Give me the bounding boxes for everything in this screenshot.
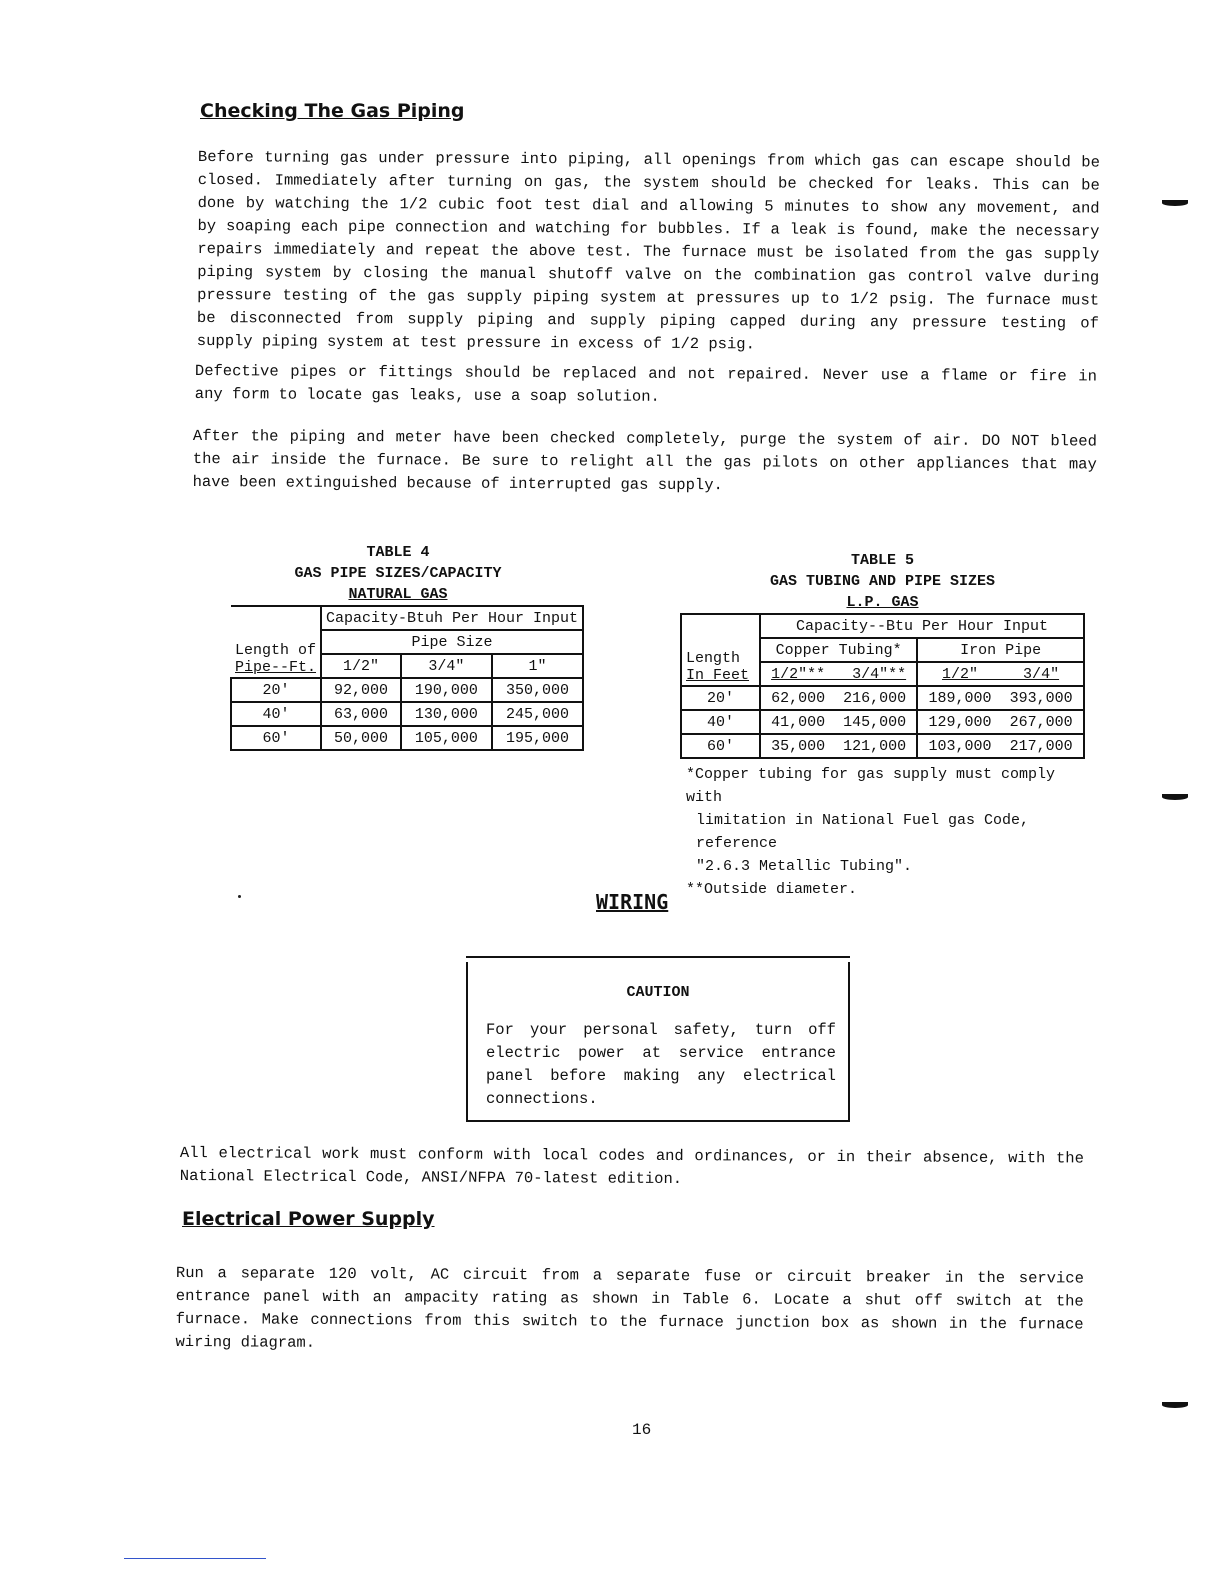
table4-block [230,542,579,751]
table5-iron-sizes: 1/2" 3/4" [917,662,1084,686]
page-number: 16 [632,1421,652,1439]
table-row: 60' 50,000 105,000 195,000 [231,726,583,750]
table4-grid [230,605,584,751]
section-heading-gas-piping: Checking The Gas Piping [200,100,465,122]
table-row: 40' 63,000 130,000 245,000 [231,702,583,726]
table-row: 40' 41,000 145,000 129,000 267,000 [681,710,1084,734]
bottom-rule [124,1558,266,1559]
caution-text: For your personal safety, turn off electric power at service entrance panel before making any electrical connections. [486,1021,836,1108]
table5-grid [680,613,1085,759]
table4-caption-number: TABLE 4 [366,544,430,561]
table4-col-size: 1/2" [321,654,401,678]
table5-copper-sizes: 1/2"** 3/4"** [760,662,917,686]
section-heading-wiring: WIRING [596,890,669,914]
caution-box-top-rule [466,956,850,958]
table4-caption-title: GAS PIPE SIZES/CAPACITY [294,565,502,582]
paragraph-gas-piping-check: Before turning gas under pressure into piping, all openings from which gas can escape should be closed. Immediately after turning on gas, the system should be checked for leaks. This can be done by watching the 1/2 cubic foot test dial and allowing 5 minutes to show any movement, and by soaping each pipe connection and watching for bubbles. If a leak is found, make the necessary repairs immediately and repeat the above test. The furnace must be isolated from the gas supply piping system by closing the manual shutoff valve on the combination gas control valve during pressure testing of the gas supply piping system at pressures up to 1/2 psig. The furnace must be disconnected from supply piping and supply piping capped during any pressure testing of supply piping system at test pressure in excess of 1/2 psig. [196,147,1100,354]
table4-header-length: Length of Pipe--Ft. [231,606,321,678]
table-row: 20' 62,000 216,000 189,000 393,000 [681,686,1084,710]
paragraph-defective-pipes: Defective pipes or fittings should be replaced and not repaired. Never use a flame or fire in any form to locate gas leaks, use a soap solution. [194,361,1097,406]
table5-footnotes: *Copper tubing for gas supply must comply with limitation in National Fuel gas Code, reference "2.6.3 Metallic Tubing". **Outside diameter. [686,766,1056,898]
table5-header-length: Length In Feet [681,614,760,686]
paragraph-purge-system: After the piping and meter have been checked completely, purge the system of air. DO NOT bleed the air inside the furnace. Be sure to relight all the gas pilots on other appliances that may have been extinguished because of interrupted gas supply. [192,426,1097,495]
paragraph-electrical-work: All electrical work must conform with local codes and ordinances, or in their absence, with the National Electrical Code, ANSI/NFPA 70-latest edition. [179,1144,1084,1189]
section-heading-electrical-power: Electrical Power Supply [182,1208,435,1230]
table4-col-size: 1" [492,654,583,678]
margin-mark [1162,200,1188,206]
caution-box [466,962,850,1122]
speck-mark [238,895,241,898]
margin-mark [1162,794,1188,800]
table5-header-copper: Copper Tubing* [760,638,917,662]
table4-caption-gas: NATURAL GAS [348,586,448,603]
table5-block [680,550,1085,901]
table5-caption-number: TABLE 5 [850,552,914,569]
table5-caption-title: GAS TUBING AND PIPE SIZES [769,573,996,590]
table5-header-capacity: Capacity--Btu Per Hour Input [760,614,1084,638]
caution-title: CAUTION [626,984,690,1001]
table-row: 60' 35,000 121,000 103,000 217,000 [681,734,1084,758]
table5-header-iron: Iron Pipe [917,638,1084,662]
margin-mark [1162,1402,1188,1408]
table4-col-size: 3/4" [401,654,492,678]
table4-header-pipe-size: Pipe Size [321,630,583,654]
table-row: 20' 92,000 190,000 350,000 [231,678,583,702]
table5-caption-gas: L.P. GAS [846,594,919,611]
paragraph-power-supply: Run a separate 120 volt, AC circuit from a separate fuse or circuit breaker in the service entrance panel with an ampacity rating as shown in Table 6. Locate a shut off switch at the furnace. Make connections from this switch to the furnace junction box as shown in the furnace wiring diagram. [175,1264,1084,1352]
table4-header-capacity: Capacity-Btuh Per Hour Input [321,606,583,630]
